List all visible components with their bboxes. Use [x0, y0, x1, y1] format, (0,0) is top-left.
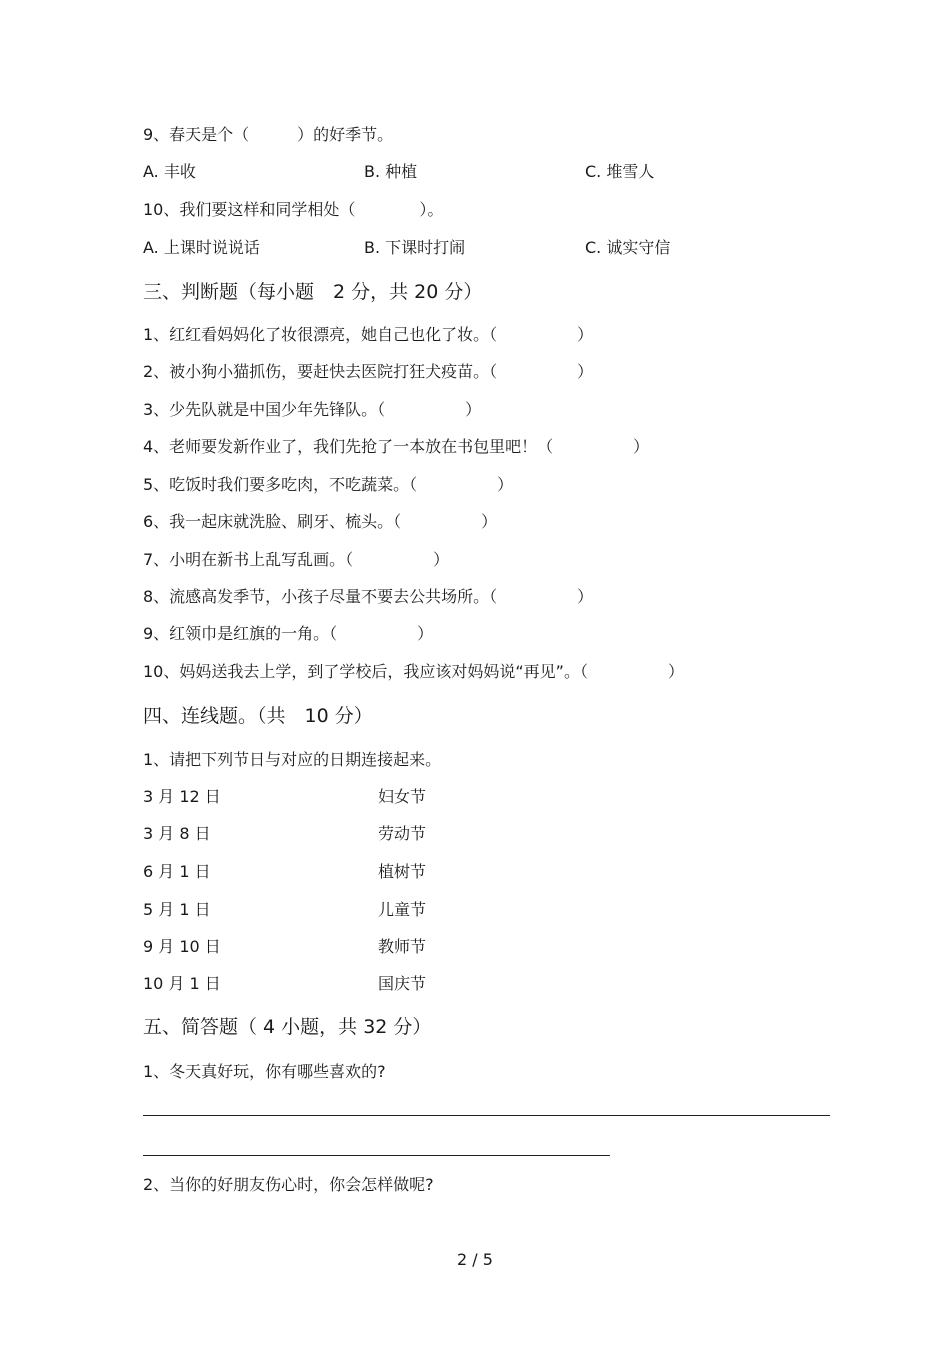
answer-line-2[interactable] [143, 1155, 610, 1156]
judge-item-8: 8、流感高发季节，小孩子尽量不要去公共场所。（ ） [143, 587, 594, 606]
match-date-2: 3 月 8 日 [143, 824, 211, 843]
match-date-5: 9 月 10 日 [143, 937, 221, 956]
judge-item-6: 6、我一起床就洗脸、刷牙、梳头。（ ） [143, 512, 498, 531]
choice-10-option-a: A. 上课时说说话 [143, 238, 260, 257]
matching-instruction: 1、请把下列节日与对应的日期连接起来。 [143, 750, 442, 769]
match-festival-1: 妇女节 [378, 787, 427, 806]
match-festival-4: 儿童节 [378, 900, 427, 919]
judge-item-5: 5、吃饭时我们要多吃肉，不吃蔬菜。（ ） [143, 475, 514, 494]
section5-title: 五、简答题（ 4 小题，共 32 分） [143, 1016, 432, 1038]
short-answer-question-1: 1、冬天真好玩，你有哪些喜欢的? [143, 1062, 386, 1081]
judge-item-2: 2、被小狗小猫抓伤，要赶快去医院打狂犬疫苗。（ ） [143, 362, 594, 381]
judge-item-3: 3、少先队就是中国少年先锋队。（ ） [143, 400, 482, 419]
match-festival-2: 劳动节 [378, 824, 427, 843]
answer-line-1[interactable] [143, 1115, 830, 1116]
choice-9-option-b: B. 种植 [364, 162, 418, 181]
match-festival-5: 教师节 [378, 937, 427, 956]
judge-item-1: 1、红红看妈妈化了妆很漂亮，她自己也化了妆。（ ） [143, 325, 594, 344]
match-date-4: 5 月 1 日 [143, 900, 211, 919]
choice-question-10: 10、我们要这样和同学相处（ ）。 [143, 200, 444, 219]
choice-10-option-b: B. 下课时打闹 [364, 238, 466, 257]
judge-item-10: 10、妈妈送我去上学，到了学校后，我应该对妈妈说“再见”。（ ） [143, 662, 684, 681]
choice-question-9: 9、春天是个（ ）的好季节。 [143, 125, 394, 144]
page-number: 2 / 5 [457, 1250, 493, 1269]
match-date-3: 6 月 1 日 [143, 862, 211, 881]
judge-item-7: 7、小明在新书上乱写乱画。（ ） [143, 550, 450, 569]
choice-9-option-c: C. 堆雪人 [585, 162, 655, 181]
match-date-6: 10 月 1 日 [143, 974, 221, 993]
match-festival-3: 植树节 [378, 862, 427, 881]
section4-title: 四、连线题。（共 10 分） [143, 705, 373, 727]
judge-item-9: 9、红领巾是红旗的一角。（ ） [143, 624, 434, 643]
choice-9-option-a: A. 丰收 [143, 162, 196, 181]
judge-item-4: 4、老师要发新作业了，我们先抢了一本放在书包里吧！（ ） [143, 437, 650, 456]
choice-10-option-c: C. 诚实守信 [585, 238, 671, 257]
section3-title: 三、判断题（每小题 2 分，共 20 分） [143, 281, 483, 303]
short-answer-question-2: 2、当你的好朋友伤心时，你会怎样做呢? [143, 1175, 434, 1194]
match-festival-6: 国庆节 [378, 974, 427, 993]
match-date-1: 3 月 12 日 [143, 787, 221, 806]
